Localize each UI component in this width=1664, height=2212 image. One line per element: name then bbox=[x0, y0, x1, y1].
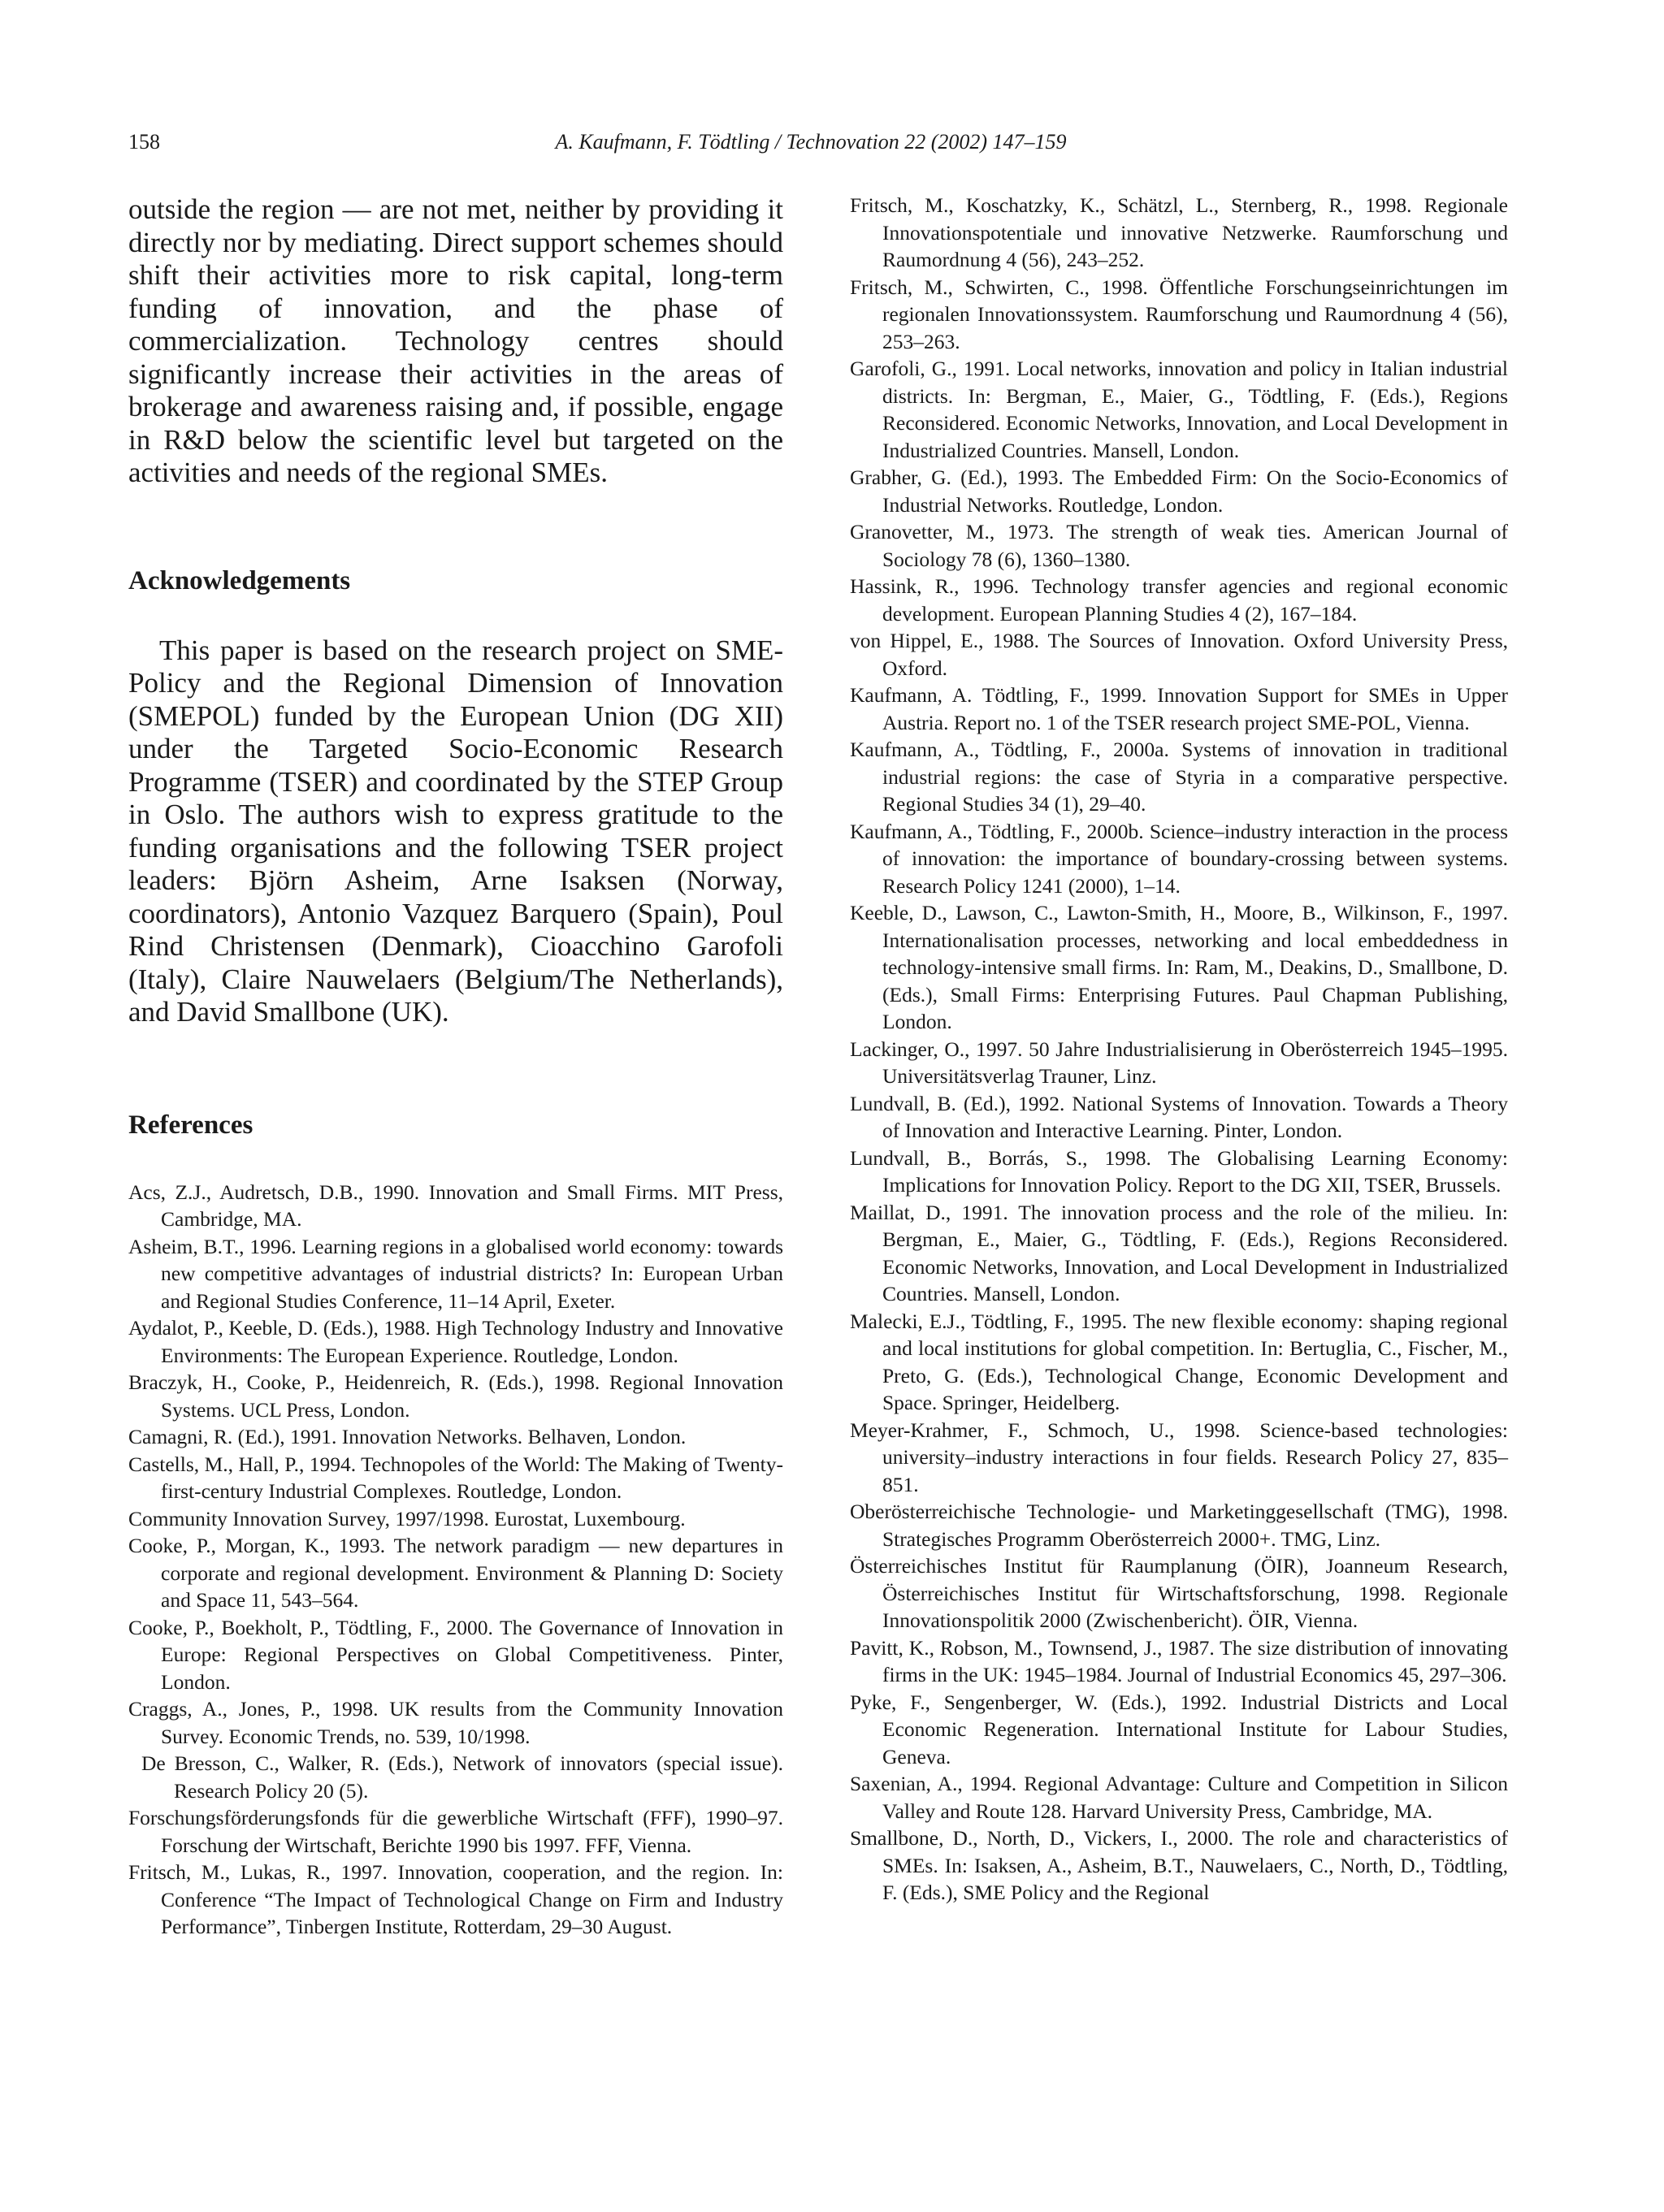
reference-item: Pavitt, K., Robson, M., Townsend, J., 1987. The size distribution of innovating firms in the UK: 1945–1984. Journal of Industrial Economics 45, 297–306. bbox=[850, 1635, 1508, 1686]
reference-item: Lundvall, B., Borrás, S., 1998. The Globalising Learning Economy: Implications for Innovation Policy. Report to the DG XII, TSER, Brussels. bbox=[850, 1145, 1508, 1197]
reference-item: Maillat, D., 1991. The innovation process and the role of the milieu. In: Bergman, E., Maier, G., Tödtling, F. (Eds.), Regions Reconsidered. Economic Networks, Innovation, and Local Development in Industrialized Countries. Mansell, London. bbox=[850, 1200, 1508, 1305]
page-header bbox=[128, 130, 1493, 162]
reference-item: Kaufmann, A. Tödtling, F., 1999. Innovation Support for SMEs in Upper Austria. Report no. 1 of the TSER research project SME-POL, Vienna. bbox=[850, 683, 1508, 734]
reference-item: Garofoli, G., 1991. Local networks, innovation and policy in Italian industrial districts. In: Bergman, E., Maier, G., Tödtling, F. (Eds.), Regions Reconsidered. Economic Networks, Innovation, and Local Development in Industrialized Countries. Mansell, London. bbox=[850, 357, 1508, 462]
reference-item: Aydalot, P., Keeble, D. (Eds.), 1988. High Technology Industry and Innovative Environments: The European Experience. Routledge, London. bbox=[128, 1316, 783, 1367]
reference-item: Fritsch, M., Schwirten, C., 1998. Öffentliche Forschungseinrichtungen im regionalen Innovationssystem. Raumforschung und Raumordnung 4 (56), 253–263. bbox=[850, 275, 1508, 353]
reference-item: Community Innovation Survey, 1997/1998. Eurostat, Luxembourg. bbox=[128, 1506, 686, 1530]
reference-list-right bbox=[850, 192, 1508, 1907]
page-number: 158 bbox=[128, 130, 160, 154]
reference-item: Meyer-Krahmer, F., Schmoch, U., 1998. Science-based technologies: university–industry interactions in four fields. Research Policy 27, 835–851. bbox=[850, 1418, 1508, 1496]
acknowledgements-heading: Acknowledgements bbox=[128, 565, 351, 595]
running-head: A. Kaufmann, F. Tödtling / Technovation 22 (2002) 147–159 bbox=[555, 130, 1067, 154]
right-column bbox=[850, 192, 1508, 1907]
reference-item: Pyke, F., Sengenberger, W. (Eds.), 1992. Industrial Districts and Local Economic Regeneration. International Institute for Labour Studies, Geneva. bbox=[850, 1690, 1508, 1768]
reference-item: Österreichisches Institut für Raumplanung (ÖIR), Joanneum Research, Österreichisches Institut für Wirtschaftsforschung, 1998. Regionale Innovationspolitik 2000 (Zwischenbericht). ÖIR, Vienna. bbox=[850, 1554, 1508, 1632]
reference-item: Cooke, P., Boekholt, P., Tödtling, F., 2000. The Governance of Innovation in Europe: Regional Perspectives on Global Competitiveness. Pinter, London. bbox=[128, 1615, 783, 1694]
reference-item: Acs, Z.J., Audretsch, D.B., 1990. Innovation and Small Firms. MIT Press, Cambridge, MA. bbox=[128, 1180, 783, 1231]
reference-item: Kaufmann, A., Tödtling, F., 2000a. Systems of innovation in traditional industrial regions: the case of Styria in a comparative perspective. Regional Studies 34 (1), 29–40. bbox=[850, 738, 1508, 816]
reference-list-left bbox=[128, 1179, 783, 1941]
reference-item: Smallbone, D., North, D., Vickers, I., 2000. The role and characteristics of SMEs. In: Isaksen, A., Asheim, B.T., Nauwelaers, C., North, D., Tödtling, F. (Eds.), SME Policy and the Regional bbox=[850, 1826, 1508, 1904]
reference-item: Forschungsförderungsfonds für die gewerbliche Wirtschaft (FFF), 1990–97. Forschung der Wirtschaft, Berichte 1990 bis 1997. FFF, Vienna. bbox=[128, 1806, 783, 1857]
reference-item: von Hippel, E., 1988. The Sources of Innovation. Oxford University Press, Oxford. bbox=[850, 629, 1508, 680]
reference-item: Grabher, G. (Ed.), 1993. The Embedded Firm: On the Socio-Economics of Industrial Networks. Routledge, London. bbox=[850, 465, 1508, 517]
reference-item: Asheim, B.T., 1996. Learning regions in a globalised world economy: towards new competitive advantages of industrial districts? In: European Urban and Regional Studies Conference, 11–14 April, Exeter. bbox=[128, 1234, 783, 1313]
reference-item: Cooke, P., Morgan, K., 1993. The network paradigm — new departures in corporate and regional development. Environment & Planning D: Society and Space 11, 543–564. bbox=[128, 1534, 783, 1612]
reference-item: Kaufmann, A., Tödtling, F., 2000b. Science–industry interaction in the process of innovation: the importance of boundary-crossing between systems. Research Policy 1241 (2000), 1–14. bbox=[850, 819, 1508, 898]
reference-item: Malecki, E.J., Tödtling, F., 1995. The new flexible economy: shaping regional and local institutions for global competition. In: Bertuglia, C., Fischer, M., Preto, G. (Eds.), Technological Change, Economic Development and Space. Springer, Heidelberg. bbox=[850, 1309, 1508, 1414]
reference-item: Craggs, A., Jones, P., 1998. UK results from the Community Innovation Survey. Economic Trends, no. 539, 10/1998. bbox=[128, 1697, 783, 1748]
reference-item: Oberösterreichische Technologie- und Marketinggesellschaft (TMG), 1998. Strategisches Programm Oberösterreich 2000+. TMG, Linz. bbox=[850, 1500, 1508, 1551]
reference-item: Lackinger, O., 1997. 50 Jahre Industrialisierung in Oberösterreich 1945–1995. Universitätsverlag Trauner, Linz. bbox=[850, 1037, 1508, 1088]
continuation-paragraph: outside the region — are not met, neither by providing it directly nor by mediating. Direct support schemes should shift their activities more to risk capital, long-term funding of innovation, and the phase of commercialization. Technology centres should significantly increase their activities in the areas of brokerage and awareness raising and, if possible, engage in R&D below the scientific level but targeted on the activities and needs of the regional SMEs. bbox=[128, 193, 783, 488]
reference-item: Fritsch, M., Lukas, R., 1997. Innovation, cooperation, and the region. In: Conference “The Impact of Technological Change on Firm and Industry Performance”, Tinbergen Institute, Rotterdam, 29–30 August. bbox=[128, 1860, 783, 1938]
reference-item: Castells, M., Hall, P., 1994. Technopoles of the World: The Making of Twenty-first-century Industrial Complexes. Routledge, London. bbox=[128, 1452, 783, 1503]
left-column bbox=[128, 193, 783, 1941]
reference-item: Lundvall, B. (Ed.), 1992. National Systems of Innovation. Towards a Theory of Innovation and Interactive Learning. Pinter, London. bbox=[850, 1091, 1508, 1142]
acknowledgements-paragraph: This paper is based on the research project on SME-Policy and the Regional Dimension of Innovation (SMEPOL) funded by the European Union (DG XII) under the Targeted Socio-Economic Research Programme (TSER) and coordinated by the STEP Group in Oslo. The authors wish to express gratitude to the funding organisations and the following TSER project leaders: Björn Asheim, Arne Isaksen (Norway, coordinators), Antonio Vazquez Barquero (Spain), Poul Rind Christensen (Denmark), Cioacchino Garofoli (Italy), Claire Nauwelaers (Belgium/The Netherlands), and David Smallbone (UK). bbox=[128, 634, 783, 1028]
reference-item: Camagni, R. (Ed.), 1991. Innovation Networks. Belhaven, London. bbox=[128, 1425, 687, 1448]
reference-item: Braczyk, H., Cooke, P., Heidenreich, R. (Eds.), 1998. Regional Innovation Systems. UCL Press, London. bbox=[128, 1370, 783, 1422]
reference-item: De Bresson, C., Walker, R. (Eds.), Network of innovators (special issue). Research Policy 20 (5). bbox=[141, 1751, 783, 1803]
references-heading: References bbox=[128, 1110, 254, 1140]
reference-item: Keeble, D., Lawson, C., Lawton-Smith, H., Moore, B., Wilkinson, F., 1997. Internationalisation processes, networking and local embeddedness in technology-intensive small firms. In: Ram, M., Deakins, D., Smallbone, D. (Eds.), Small Firms: Enterprising Futures. Paul Chapman Publishing, London. bbox=[850, 901, 1508, 1033]
reference-item: Hassink, R., 1996. Technology transfer agencies and regional economic development. European Planning Studies 4 (2), 167–184. bbox=[850, 574, 1508, 626]
reference-item: Saxenian, A., 1994. Regional Advantage: Culture and Competition in Silicon Valley and Route 128. Harvard University Press, Cambridge, MA. bbox=[850, 1772, 1508, 1823]
reference-item: Fritsch, M., Koschatzky, K., Schätzl, L., Sternberg, R., 1998. Regionale Innovationspotentiale und innovative Netzwerke. Raumforschung und Raumordnung 4 (56), 243–252. bbox=[850, 193, 1508, 271]
reference-item: Granovetter, M., 1973. The strength of weak ties. American Journal of Sociology 78 (6), 1360–1380. bbox=[850, 520, 1508, 571]
